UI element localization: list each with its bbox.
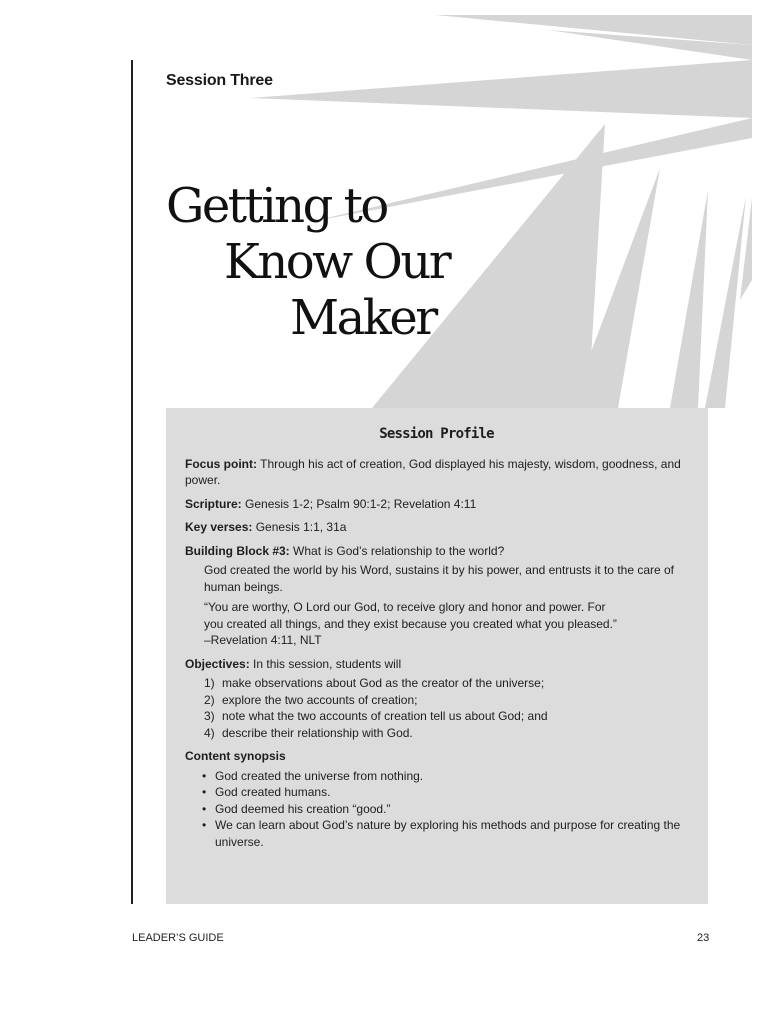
key-verses-label: Key verses: [185, 520, 253, 534]
quote-line-1: “You are worthy, O Lord our God, to receive glory and honor and power. For [204, 600, 606, 614]
title-line-3: Maker [290, 290, 436, 346]
list-item: • God created humans. [202, 785, 331, 799]
list-item: • God created the universe from nothing. [202, 768, 424, 783]
building-block-text: What is God’s relationship to the world? [289, 543, 505, 558]
building-block-label: Building Block #3: [185, 543, 290, 558]
building-block [185, 543, 688, 560]
title-line-1: Getting to [166, 178, 387, 234]
list-item: 2) explore the two accounts of creation; [204, 692, 418, 707]
list-item: 3) note what the two accounts of creation tell us about God; and [204, 709, 548, 723]
building-block-detail [204, 562, 688, 649]
focus-point [185, 456, 688, 489]
objectives-label: Objectives: [185, 656, 250, 671]
key-verses [185, 519, 688, 536]
building-block-answer: God created the world by his Word, sustains it by his power, and entrusts it to the care of human beings. [204, 563, 675, 594]
synopsis-list [185, 768, 688, 851]
session-profile-panel [166, 408, 708, 904]
footer-guide-label: LEADER’S GUIDE [132, 932, 224, 944]
list-item: • God deemed his creation “good.” [202, 801, 391, 816]
synopsis-label: Content synopsis [185, 749, 286, 763]
list-item: 4) describe their relationship with God. [204, 725, 413, 740]
scripture [185, 496, 688, 513]
list-item: 1) make observations about God as the creator of the universe; [204, 676, 545, 690]
title-line-2: Know Our [224, 234, 450, 290]
objectives-list [185, 675, 688, 741]
key-verses-text: Genesis 1:1, 31a [252, 520, 347, 534]
scripture-text: Genesis 1-2; Psalm 90:1-2; Revelation 4:11 [241, 496, 477, 511]
profile-heading: Session Profile [379, 426, 494, 442]
list-item: • We can learn about God’s nature by exploring his methods and purpose for creating the universe. [202, 818, 681, 849]
quote-citation: –Revelation 4:11, NLT [204, 633, 322, 647]
objectives [185, 656, 688, 673]
objectives-text: In this session, students will [249, 656, 402, 671]
session-label: Session Three [166, 72, 273, 89]
quote-line-2: you created all things, and they exist because you created what you pleased.” [204, 616, 617, 631]
page-number: 23 [697, 932, 710, 944]
margin-rule [131, 60, 133, 904]
scripture-label: Scripture: [185, 496, 242, 511]
focus-point-text: Through his act of creation, God displayed his majesty, wisdom, goodness, and power. [185, 456, 681, 487]
building-block-quote [204, 599, 688, 649]
focus-point-label: Focus point: [185, 456, 257, 471]
